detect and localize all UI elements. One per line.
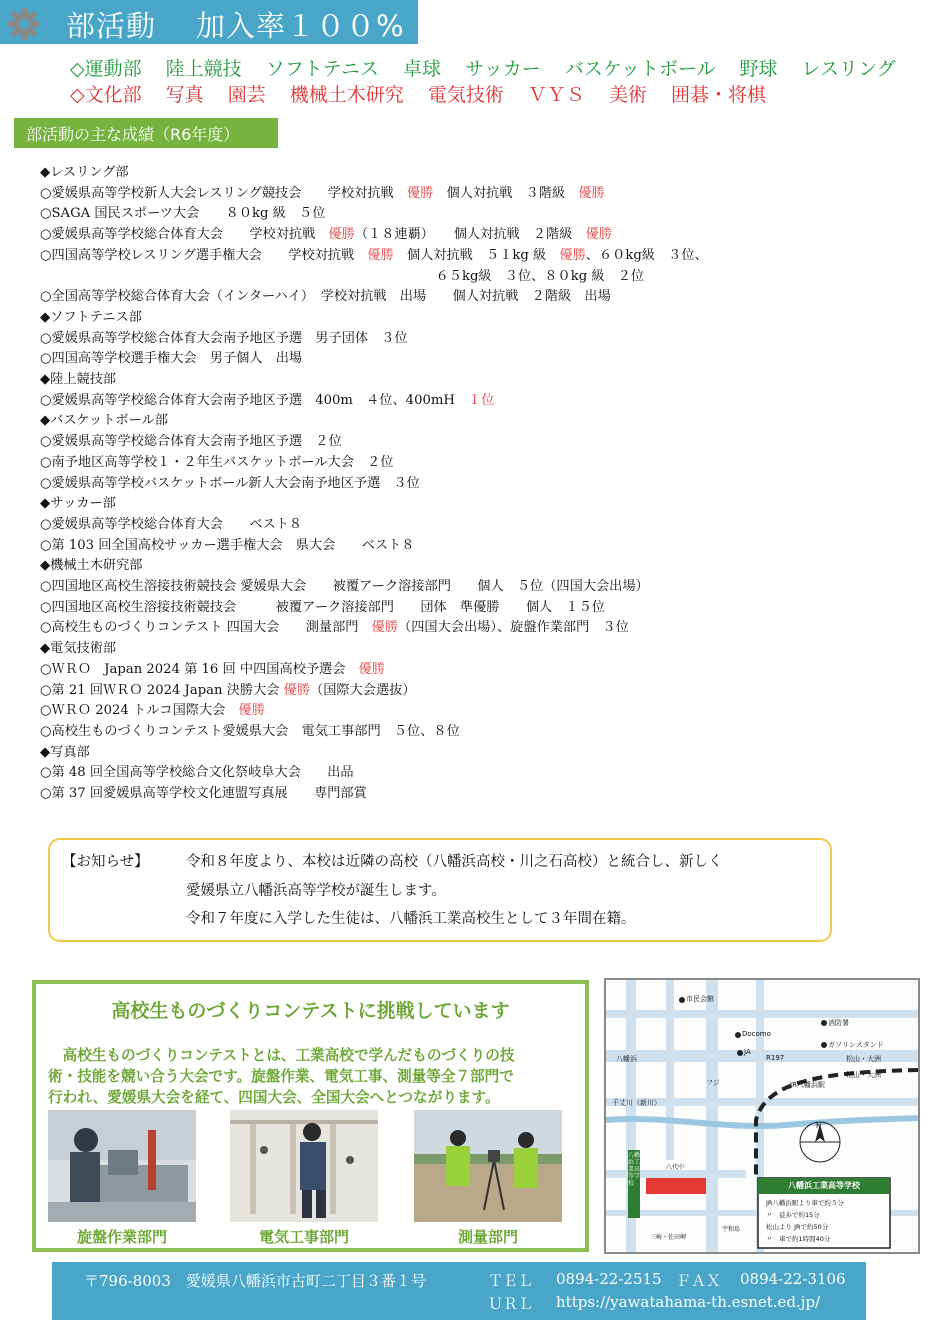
map-label: 八幡浜 bbox=[616, 1055, 637, 1063]
achievement-text: ○高校生ものづくりコンテスト 四国大会 測量部門 bbox=[40, 620, 372, 636]
club-name: レスリング bbox=[801, 58, 896, 80]
result-highlight: 優勝 bbox=[585, 227, 612, 243]
result-highlight: 優勝 bbox=[367, 247, 394, 263]
achievement-line bbox=[40, 475, 420, 493]
achievement-line bbox=[40, 185, 605, 203]
access-map bbox=[604, 978, 920, 1254]
compass-north: N bbox=[816, 1122, 822, 1130]
achievement-line bbox=[40, 392, 494, 410]
club-name: 卓球 bbox=[403, 58, 442, 80]
achievement-text: ○全国高等学校総合体育大会（インターハイ） 学校対抗戦 出場 個人対抗戦 ２階級 出場 bbox=[40, 289, 611, 305]
achievement-text: 個人対抗戦 ５１kg 級 bbox=[393, 247, 560, 263]
achievement-text: ◆陸上競技部 bbox=[40, 372, 117, 387]
notice-text: 愛媛県立八幡浜高等学校が誕生します。 bbox=[186, 883, 446, 899]
achievement-text: ○愛媛県高等学校総合体育大会南予地区予選 400m ４位、400mH bbox=[40, 392, 469, 408]
tel-number: 0894-22-2515 bbox=[556, 1270, 662, 1288]
club-name: 美術 bbox=[608, 84, 647, 106]
achievement-text: ○SAGA 国民スポーツ大会 ８０kg 級 ５位 bbox=[40, 206, 326, 222]
achievement-text: 、６０kg級 ３位、 bbox=[585, 247, 708, 263]
school-address: 〒796-8003 愛媛県八幡浜市古町二丁目３番１号 bbox=[84, 1272, 426, 1290]
club-name: 陸上競技 bbox=[165, 58, 242, 80]
achievement-line bbox=[40, 330, 408, 348]
result-highlight: 優勝 bbox=[283, 682, 311, 698]
result-highlight: 優勝 bbox=[358, 661, 385, 677]
result-highlight: 優勝 bbox=[559, 247, 586, 263]
club-name: 写真 bbox=[165, 84, 204, 106]
club-name: 野球 bbox=[739, 58, 778, 80]
achievement-text: ○高校生ものづくりコンテスト愛媛県大会 電気工事部門 ５位、８位 bbox=[40, 723, 460, 739]
achievements-heading: 部活動の主な成績（R6年度） bbox=[26, 125, 240, 144]
achievement-line bbox=[40, 599, 605, 617]
result-highlight: 優勝 bbox=[238, 703, 265, 719]
achievement-text: ○四国高等学校レスリング選手権大会 学校対抗戦 bbox=[40, 247, 368, 263]
achievement-line bbox=[40, 433, 342, 451]
achievement-text: ○第 103 回全国高校サッカー選手権大会 県大会 ベスト８ bbox=[40, 537, 415, 553]
url-label: ＵＲＬ bbox=[488, 1295, 534, 1313]
map-label: JR八幡浜駅 bbox=[790, 1081, 825, 1089]
achievement-line bbox=[40, 454, 393, 472]
culture-label: ◇文化部 bbox=[70, 84, 142, 106]
achievement-text: （国際大会選抜） bbox=[310, 682, 416, 698]
achievement-line bbox=[40, 247, 708, 265]
achievement-line bbox=[40, 619, 629, 637]
result-highlight: 優勝 bbox=[371, 620, 399, 636]
achievement-text: ○愛媛県高等学校総合体育大会南予地区予選 ２位 bbox=[40, 434, 342, 450]
achievement-line bbox=[40, 661, 385, 679]
club-name: ソフトテニス bbox=[265, 58, 379, 80]
access-info: 松山より JRで約50分 bbox=[766, 1223, 829, 1231]
achievement-line bbox=[40, 785, 367, 803]
map-label: R197 bbox=[766, 1054, 785, 1062]
achievement-text: ○愛媛県高等学校バスケットボール新人大会南予地区予選 ３位 bbox=[40, 475, 420, 491]
sports-clubs bbox=[70, 54, 914, 81]
achievement-line bbox=[40, 226, 612, 244]
map-label: ガソリンスタンド bbox=[828, 1041, 884, 1049]
achievement-line bbox=[40, 205, 325, 223]
map-label: 八代中 bbox=[666, 1164, 685, 1171]
map-label: 千丈川（新川） bbox=[612, 1099, 661, 1107]
notice-label: 【お知らせ】 bbox=[62, 854, 149, 870]
achievement-line bbox=[40, 537, 414, 555]
achievement-text: ○第 48 回全国高等学校総合文化祭岐阜大会 出品 bbox=[40, 765, 354, 781]
contest-description: 行われ、愛媛県大会を経て、四国大会、全国大会へとつながります。 bbox=[48, 1089, 500, 1106]
achievement-line bbox=[40, 682, 416, 700]
contest-title: 高校生ものづくりコンテストに挑戦しています bbox=[111, 1000, 510, 1022]
result-highlight: 優勝 bbox=[328, 227, 355, 243]
achievement-text: （四国大会出場）、旋盤作業部門 ３位 bbox=[398, 620, 629, 636]
map-drawing bbox=[606, 980, 918, 1252]
gear-icon bbox=[6, 6, 42, 42]
achievement-text: ○ＷＲＯ Japan 2024 第 16 回 中四国高校予選会 bbox=[40, 661, 359, 677]
achievement-text: ○ＷＲＯ 2024 トルコ国際大会 bbox=[40, 703, 239, 719]
map-label: 松山・大洲 bbox=[846, 1071, 881, 1079]
map-label: JA bbox=[744, 1048, 751, 1056]
map-label: 三崎・佐田岬 bbox=[650, 1234, 687, 1241]
achievement-text: 個人対抗戦 ３階級 bbox=[433, 185, 579, 201]
achievement-text: ６５kg級 ３位、８０kg 級 ２位 bbox=[40, 268, 645, 284]
achievement-line bbox=[40, 268, 644, 286]
map-label: 松山・大洲 bbox=[846, 1055, 881, 1063]
club-heading bbox=[40, 744, 90, 762]
surveying-photo bbox=[414, 1110, 562, 1222]
result-highlight: １位 bbox=[468, 392, 495, 408]
achievement-line bbox=[40, 764, 354, 782]
achievement-text: ◆バスケットボール部 bbox=[40, 413, 168, 429]
map-label: 市民会館 bbox=[686, 995, 714, 1003]
membership-rate: 加入率１００% bbox=[196, 9, 405, 43]
contest-description: 術・技能を競い合う大会です。旋盤作業、電気工事、測量等全７部門で bbox=[48, 1068, 514, 1085]
map-school-vertical: 八幡浜工業高等学校 bbox=[628, 1152, 641, 1187]
sports-label: ◇運動部 bbox=[70, 58, 142, 80]
achievement-text: ○四国地区高校生溶接技術競技会 愛媛県大会 被覆アーク溶接部門 個人 ５位（四国大会出場） bbox=[40, 579, 649, 594]
achievement-text: ○四国地区高校生溶接技術競技会 被覆アーク溶接部門 団体 準優勝 個人 １５位 bbox=[40, 599, 605, 615]
achievement-text: ○四国高等学校選手権大会 男子個人 出場 bbox=[40, 351, 303, 367]
achievement-line bbox=[40, 723, 460, 741]
achievement-line bbox=[40, 702, 265, 720]
caption-lathe: 旋盤作業部門 bbox=[76, 1228, 167, 1246]
map-school-title: 八幡浜工業高等学校 bbox=[788, 1181, 860, 1190]
fax-number: 0894-22-3106 bbox=[740, 1270, 846, 1288]
club-name: 機械土木研究 bbox=[289, 84, 404, 106]
map-label: 宇和島 bbox=[722, 1226, 741, 1233]
tel-label: ＴＥＬ bbox=[488, 1272, 534, 1290]
achievement-text: ○愛媛県高等学校総合体育大会 学校対抗戦 bbox=[40, 227, 329, 243]
achievement-text: ○第 21 回ＷＲＯ 2024 Japan 決勝大会 bbox=[40, 682, 284, 698]
fax-label: ＦＡＸ bbox=[676, 1272, 722, 1290]
club-name: 囲碁・将棋 bbox=[671, 84, 767, 106]
map-label: Docomo bbox=[742, 1030, 771, 1038]
culture-clubs bbox=[70, 80, 784, 107]
lathe-photo bbox=[48, 1110, 196, 1222]
club-heading bbox=[40, 412, 168, 430]
achievement-text: ○愛媛県高等学校新人大会レスリング競技会 学校対抗戦 bbox=[40, 185, 407, 201]
achievement-text: ○第 37 回愛媛県高等学校文化連盟写真展 専門部賞 bbox=[40, 786, 367, 801]
electrical-work-photo bbox=[230, 1110, 378, 1222]
achievement-text: ◆レスリング部 bbox=[40, 165, 129, 180]
club-heading bbox=[40, 640, 116, 658]
achievement-line bbox=[40, 288, 611, 306]
achievement-text: ◆ソフトテニス部 bbox=[40, 309, 142, 325]
result-highlight: 優勝 bbox=[406, 185, 434, 201]
club-heading bbox=[40, 164, 129, 182]
achievement-line bbox=[40, 578, 649, 596]
club-heading bbox=[40, 557, 142, 575]
achievement-line bbox=[40, 516, 302, 534]
achievement-text: ○南予地区高等学校１・２年生バスケットボール大会 ２位 bbox=[40, 454, 394, 470]
access-info: JR八幡浜駅より車で約５分 bbox=[766, 1199, 844, 1207]
caption-surveying: 測量部門 bbox=[457, 1228, 518, 1246]
access-info: 〃 徒歩で約15分 bbox=[766, 1211, 820, 1219]
achievement-text: （１８連覇） 個人対抗戦 ２階級 bbox=[354, 227, 586, 243]
achievement-text: ○愛媛県高等学校総合体育大会 ベスト８ bbox=[40, 516, 303, 532]
achievement-text: ◆電気技術部 bbox=[40, 641, 117, 657]
club-heading bbox=[40, 495, 116, 513]
club-name: バスケットボール bbox=[564, 58, 716, 80]
club-heading bbox=[40, 371, 116, 389]
page-title: 部活動 bbox=[66, 9, 157, 43]
club-name: ＶＹＳ bbox=[527, 84, 585, 106]
website-link[interactable]: https://yawatahama-th.esnet.ed.jp/ bbox=[556, 1293, 821, 1311]
notice-text: 令和７年度に入学した生徒は、八幡浜工業高校生として３年間在籍。 bbox=[186, 911, 636, 927]
map-label: 消防署 bbox=[828, 1019, 849, 1027]
contest-description: 高校生ものづくりコンテストとは、工業高校で学んだものづくりの技 bbox=[48, 1047, 515, 1064]
caption-electrical: 電気工事部門 bbox=[258, 1228, 349, 1246]
result-highlight: 優勝 bbox=[578, 185, 605, 201]
club-name: サッカー bbox=[465, 58, 541, 80]
achievement-text: ○愛媛県高等学校総合体育大会南予地区予選 男子団体 ３位 bbox=[40, 330, 408, 346]
club-heading bbox=[40, 309, 142, 327]
achievement-line bbox=[40, 350, 302, 368]
achievement-text: ◆機械土木研究部 bbox=[40, 558, 143, 574]
achievement-text: ◆サッカー部 bbox=[40, 496, 116, 512]
access-info: 〃 車で約1時間40分 bbox=[766, 1235, 831, 1243]
map-label: フジ bbox=[706, 1079, 720, 1087]
club-name: 電気技術 bbox=[427, 84, 504, 106]
club-name: 園芸 bbox=[227, 84, 266, 106]
notice-text: 令和８年度より、本校は近隣の高校（八幡浜高校・川之石高校）と統合し、新しく bbox=[186, 854, 723, 870]
achievement-text: ◆写真部 bbox=[40, 744, 90, 760]
